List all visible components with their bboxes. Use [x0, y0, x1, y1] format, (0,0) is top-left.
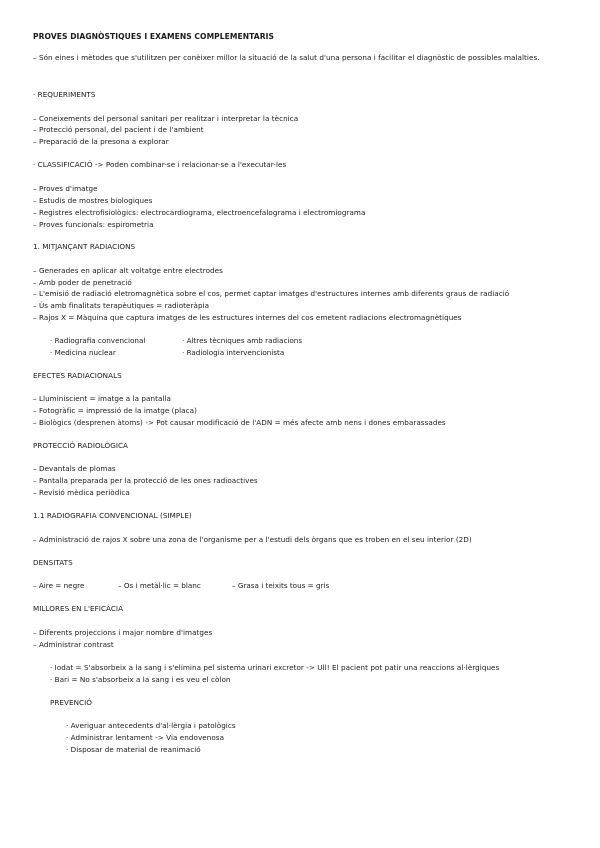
classificacio-heading: · CLASSIFICACIÓ -> Poden combinar-se i relacionar-se a l'executar-les	[33, 160, 287, 169]
proteccio-heading: PROTECCIÓ RADIOLÒGICA	[33, 441, 129, 450]
requeriments-item: – Protecció personal, del pacient i de l'ambient	[33, 125, 204, 134]
prevencio-item: · Averiguar antecedents d'al·lèrgia i patològics	[66, 721, 236, 730]
millores-heading: MILLORES EN L'EFICÀCIA	[33, 604, 124, 613]
millores-item: – Diferents projeccions i major nombre d'imatges	[33, 628, 213, 637]
densitat-item: – Os i metàl·lic = blanc	[118, 581, 201, 590]
radiografia-heading: 1.1 RADIOGRAFIA CONVENCIONAL (SIMPLE)	[33, 511, 192, 520]
classificacio-item: – Estudis de mostres biologiques	[33, 196, 153, 205]
requeriments-heading: · REQUERIMENTS	[33, 90, 96, 99]
intro-paragraph: – Són eines i mètodes que s'utilitzen per conèixer millor la situació de la salut d'una persona i facilitar el diagnòstic de possibles malalties.	[33, 53, 540, 62]
radiacions-item: – Ús amb finalitats terapèutiques = radioteràpia	[33, 301, 210, 310]
contrast-item: · Iodat = S'absorbeix a la sang i s'elimina pel sistema urinari excretor -> Ull! El pacient pot patir una reaccions al·lèrgiques	[50, 663, 500, 672]
proteccio-item: – Pantalla preparada per la protecció de les ones radioactives	[33, 476, 258, 485]
densitat-item: – Grasa i teixits tous = gris	[232, 581, 330, 590]
classificacio-item: – Registres electrofisiològics: electrocardiograma, electroencefalograma i electromiograma	[33, 208, 366, 217]
prevencio-item: · Disposar de material de reanimació	[66, 745, 201, 754]
efectes-item: – Lluminiscient = imatge a la pantalla	[33, 394, 171, 403]
efectes-item: – Biològics (desprenen àtoms) -> Pot causar modificació de l'ADN = més afecte amb nens i dones embarassades	[33, 418, 446, 427]
requeriments-item: – Coneixements del personal sanitari per realitzar i interpretar la tècnica	[33, 114, 299, 123]
densitat-item: – Aire = negre	[33, 581, 85, 590]
millores-item: – Administrar contrast	[33, 640, 114, 649]
technique-item: · Medicina nuclear	[50, 348, 116, 357]
prevencio-item: · Administrar lentament -> Via endovenosa	[66, 733, 225, 742]
radiacions-heading: 1. MITJANÇANT RADIACIONS	[33, 242, 136, 251]
proteccio-item: – Devantals de plomas	[33, 464, 116, 473]
radiacions-item: – L'emisió de radiació eletromagnètica sobre el cos, permet captar imatges d'estructures internes amb diferents graus de radiació	[33, 289, 510, 298]
proteccio-item: – Revisió mèdica periòdica	[33, 488, 130, 497]
classificacio-item: – Proves d'imatge	[33, 184, 98, 193]
contrast-item: · Bari = No s'absorbeix a la sang i es veu el còlon	[50, 675, 231, 684]
requeriments-item: – Preparació de la presona a explorar	[33, 137, 169, 146]
classificacio-item: – Proves funcionals: espirometria	[33, 220, 154, 229]
technique-item: · Radiologia intervencionista	[182, 348, 285, 357]
radiacions-item: – Amb poder de penetració	[33, 278, 132, 287]
efectes-item: – Fotogràfic = impressió de la imatge (placa)	[33, 406, 197, 415]
radiacions-item: – Generades en aplicar alt voltatge entre electrodes	[33, 266, 223, 275]
page-title: PROVES DIAGNÒSTIQUES I EXAMENS COMPLEMENTARIS	[33, 32, 275, 41]
radiografia-text: – Administració de rajos X sobre una zona de l'organisme per a l'estudi dels òrgans que es troben en el seu interior (2D)	[33, 535, 472, 544]
densitats-heading: DENSITATS	[33, 558, 73, 567]
technique-item: · Altres tècniques amb radiacions	[182, 336, 303, 345]
efectes-heading: EFECTES RADIACIONALS	[33, 371, 122, 380]
radiacions-item: – Rajos X = Màquina que captura imatges de les estructures internes del cos emetent radiacions electromagnètiques	[33, 313, 462, 322]
prevencio-heading: PREVENCIÓ	[50, 698, 92, 707]
technique-item: · Radiografia convencional	[50, 336, 146, 345]
